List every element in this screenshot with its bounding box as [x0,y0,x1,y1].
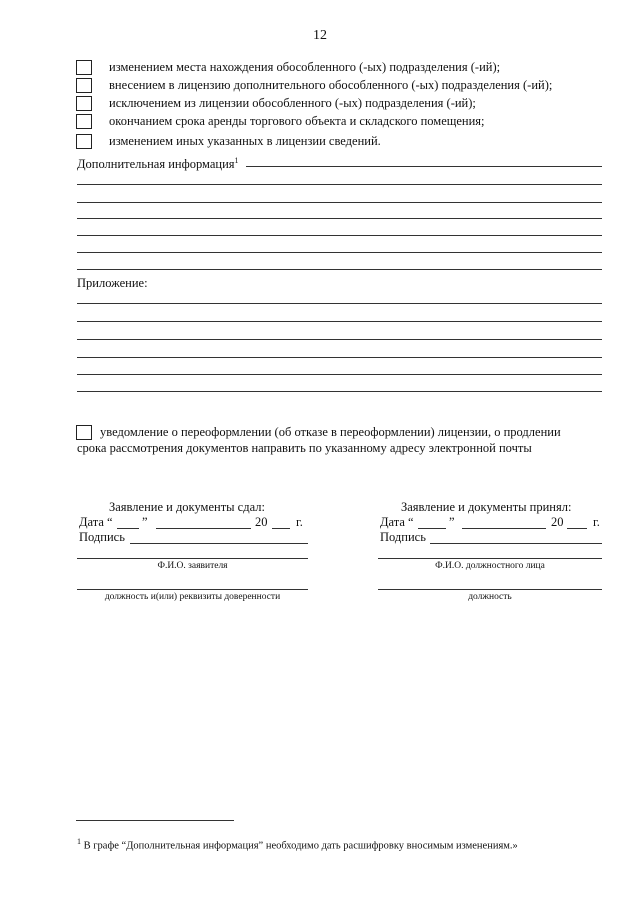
option-label: исключением из лицензии обособленного (-ых) подразделения (-ий); [109,96,476,110]
official-position-caption: должность [468,592,512,602]
footnote-mark: 1 [234,156,239,165]
additional-info-line[interactable] [77,202,602,203]
received-year-suffix: г. [593,515,600,529]
option-label: изменением места нахождения обособленного (-ых) подразделения (-ий); [109,60,501,74]
received-date-mid: ” [449,515,455,529]
official-name-caption: Ф.И.О. должностного лица [435,561,545,571]
email-notice-line2: срока рассмотрения документов направить по указанному адресу электронной почты [77,441,532,455]
submitted-year-suffix: г. [296,515,303,529]
submitted-year-prefix: 20 [255,515,268,529]
option-label: внесением в лицензию дополнительного обособленного (-ых) подразделения (-ий); [109,78,553,92]
applicant-name-caption: Ф.И.О. заявителя [157,561,228,571]
email-notice-line1: уведомление о переоформлении (об отказе в переоформлении) лицензии, о продлении [100,425,561,439]
additional-info-line[interactable] [77,184,602,185]
additional-info-line[interactable] [77,235,602,236]
submitted-signature-field[interactable] [130,543,308,544]
footnote-text: $^1$ В графе “Дополнительная информация” необходимо дать расшифровку вносимым изменениям.» [77,837,518,852]
attachment-line[interactable] [77,374,602,375]
option-label: изменением иных указанных в лицензии сведений. [109,134,381,148]
checkbox[interactable] [76,96,92,111]
submitted-date-mid: ” [142,515,148,529]
checkbox[interactable] [76,78,92,93]
official-position-field[interactable] [378,589,602,590]
submitted-month-field[interactable] [156,528,251,529]
applicant-position-field[interactable] [77,589,308,590]
attachment-line[interactable] [77,339,602,340]
footnote-separator [76,820,234,821]
official-name-field[interactable] [378,558,602,559]
additional-info-line[interactable] [77,252,602,253]
page-number: 12 [313,28,327,43]
attachment-label: Приложение: [77,276,148,290]
checkbox[interactable] [76,425,92,440]
additional-info-line[interactable] [77,218,602,219]
checkbox[interactable] [76,60,92,75]
received-signature-field[interactable] [430,543,602,544]
attachment-line[interactable] [77,357,602,358]
checkbox[interactable] [76,114,92,129]
submitted-day-field[interactable] [117,528,139,529]
attachment-line[interactable] [77,321,602,322]
submitted-signature-label: Подпись [79,530,125,544]
received-signature-label: Подпись [380,530,426,544]
received-year-field[interactable] [567,528,587,529]
additional-info-line[interactable] [77,269,602,270]
received-title: Заявление и документы принял: [401,500,572,514]
option-label: окончанием срока аренды торгового объекта и складского помещения; [109,114,485,128]
submitted-year-field[interactable] [272,528,290,529]
received-day-field[interactable] [418,528,446,529]
submitted-date-prefix: Дата “ [79,515,113,529]
applicant-position-caption: должность и(или) реквизиты доверенности [104,592,281,602]
attachment-line[interactable] [77,391,602,392]
additional-info-line[interactable] [246,166,602,167]
received-month-field[interactable] [462,528,546,529]
additional-info-label: Дополнительная информация$^1$ [77,156,239,172]
footnote-mark: 1 [77,837,81,846]
received-year-prefix: 20 [551,515,564,529]
attachment-line[interactable] [77,303,602,304]
received-date-prefix: Дата “ [380,515,414,529]
submitted-title: Заявление и документы сдал: [109,500,265,514]
checkbox[interactable] [76,134,92,149]
applicant-name-field[interactable] [77,558,308,559]
